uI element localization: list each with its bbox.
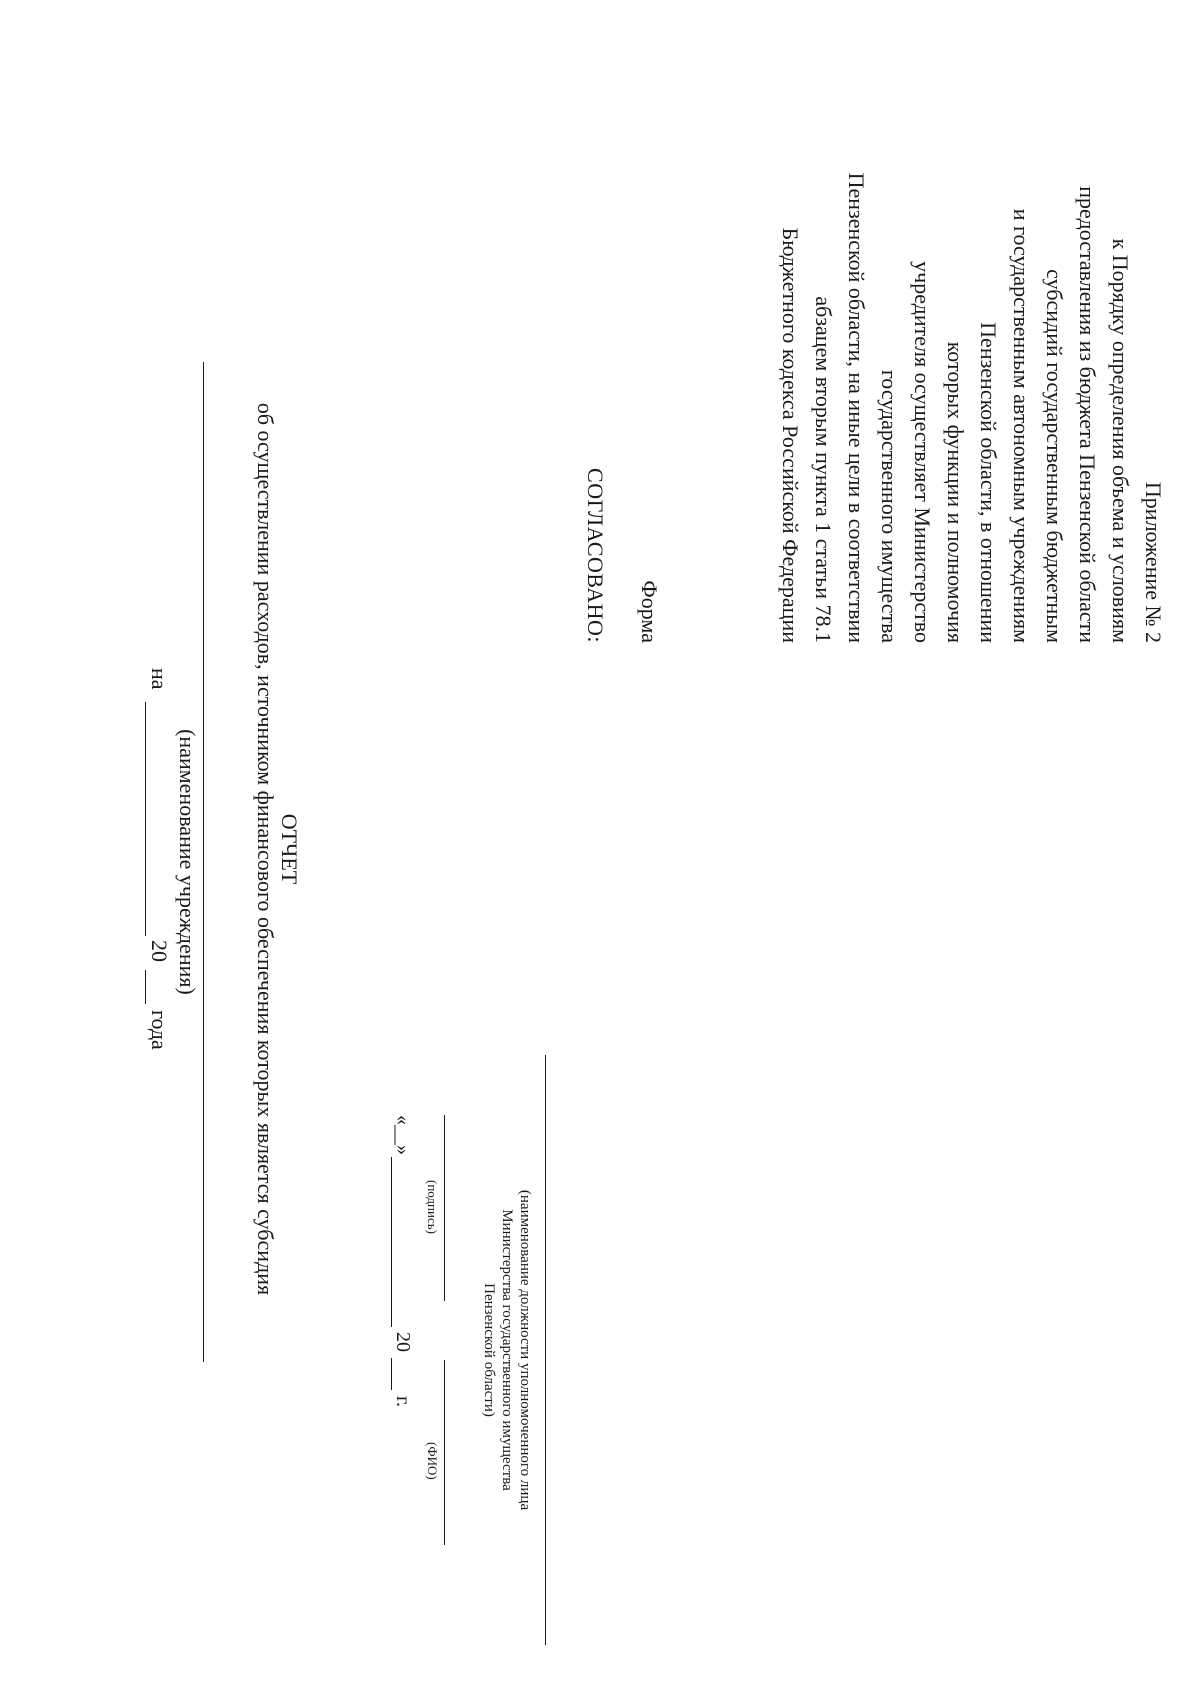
report-date-prefix: на bbox=[147, 668, 172, 690]
signature-line bbox=[444, 1115, 445, 1301]
annex-line-1: Приложение № 2 bbox=[1141, 481, 1166, 643]
approver-position-caption-line-1: (наименование должности уполномоченного лица bbox=[517, 1189, 533, 1511]
report-year-prefix: 20 bbox=[147, 940, 172, 962]
report-year-line bbox=[145, 970, 146, 1004]
annex-line-12: Бюджетного кодекса Российской Федерации bbox=[778, 227, 803, 643]
annex-line-2: к Порядку определения объема и условиям bbox=[1108, 238, 1133, 643]
annex-line-7: которых функции и полномочия bbox=[943, 341, 968, 643]
institution-name-caption: (наименование учреждения) bbox=[175, 729, 200, 995]
annex-line-3: предоставления из бюджета Пензенской области bbox=[1075, 186, 1100, 643]
approver-position-caption-line-2: Министерства государственного имущества bbox=[499, 1209, 515, 1491]
approval-date-year-suffix: г. bbox=[392, 1396, 414, 1407]
approver-position-caption bbox=[480, 1055, 534, 1645]
report-title: ОТЧЕТ bbox=[277, 813, 302, 885]
approval-date-day: «__» bbox=[392, 1115, 414, 1155]
full-name-caption: (ФИО) bbox=[425, 1442, 440, 1480]
form-label: Форма bbox=[637, 580, 662, 643]
approval-date-year-line bbox=[391, 1358, 392, 1390]
annex-line-10: Пензенской области, на иные цели в соответствии bbox=[844, 172, 869, 643]
signature-caption: (подпись) bbox=[425, 1180, 440, 1234]
annex-line-4: субсидий государственным бюджетным bbox=[1042, 269, 1067, 643]
approval-date-month-line bbox=[391, 1157, 392, 1327]
annex-line-6: Пензенской области, в отношении bbox=[976, 322, 1001, 643]
report-date-line bbox=[145, 702, 146, 936]
report-subtitle: об осуществлении расходов, источником финансового обеспечения которых является субсидия bbox=[253, 402, 278, 1296]
report-year-suffix: года bbox=[147, 1010, 172, 1050]
full-name-line bbox=[444, 1360, 445, 1545]
approval-heading: СОГЛАСОВАНО: bbox=[583, 468, 608, 643]
annex-line-8: учредителя осуществляет Министерство bbox=[910, 261, 935, 643]
approval-date-year-prefix: 20 bbox=[392, 1332, 414, 1352]
annex-line-9: государственного имущества bbox=[877, 369, 902, 643]
annex-line-5: и государственным автономным учреждениям bbox=[1009, 208, 1034, 643]
institution-name-line bbox=[203, 362, 204, 1362]
annex-line-11: абзацем вторым пункта 1 статьи 78.1 bbox=[811, 296, 836, 643]
approver-position-caption-line-3: Пензенской области) bbox=[481, 1283, 497, 1417]
approver-position-line bbox=[545, 1055, 546, 1645]
